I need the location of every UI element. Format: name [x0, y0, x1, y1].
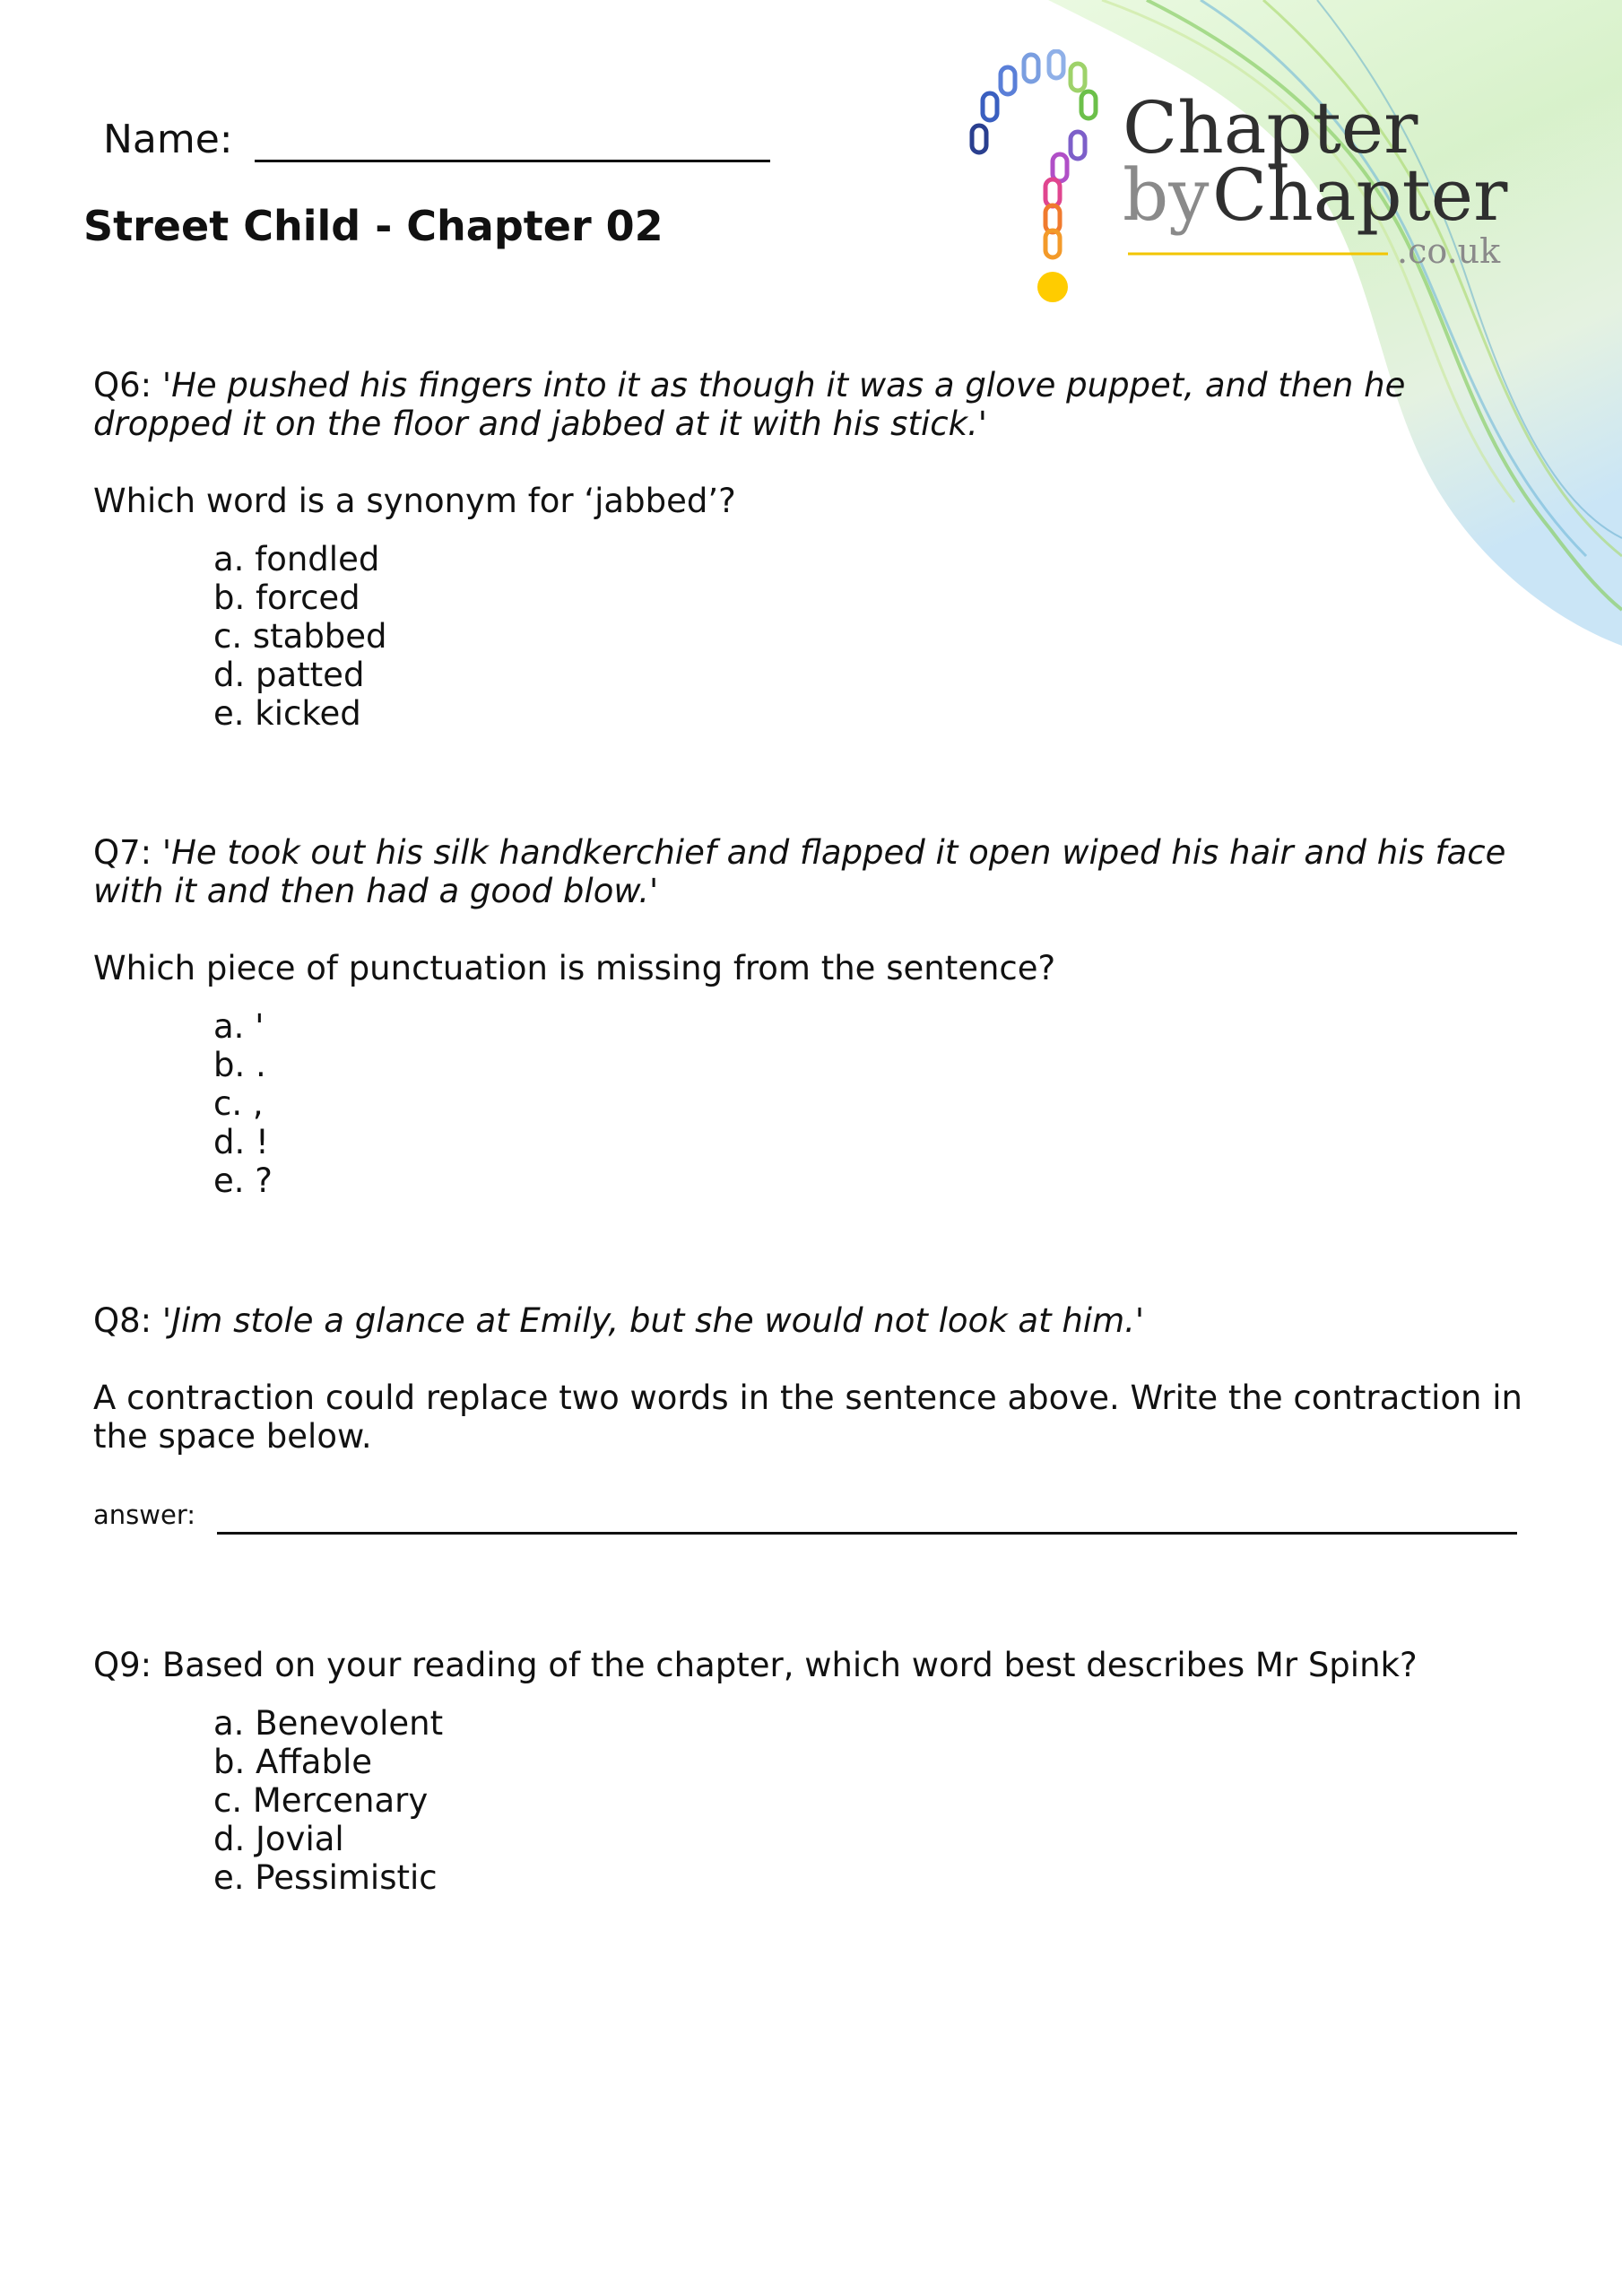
question-7-stem — [93, 833, 1528, 910]
answer-write-line[interactable] — [217, 1507, 1517, 1535]
answer-row — [93, 1496, 1528, 1535]
question-9 — [93, 1646, 1528, 1897]
book-question-mark-icon — [959, 49, 1533, 318]
answer-label: answer: — [93, 1500, 196, 1530]
option-d[interactable]: d. patted — [213, 656, 365, 694]
question-6 — [93, 366, 1528, 733]
option-a[interactable]: a. fondled — [213, 540, 380, 578]
option-c[interactable]: c. stabbed — [213, 617, 387, 656]
chapter-by-chapter-logo — [959, 49, 1533, 318]
worksheet-title: Street Child - Chapter 02 — [83, 202, 664, 250]
question-prompt: Which piece of punctuation is missing from the sentence? — [93, 949, 1056, 987]
logo-by-word: by — [1123, 153, 1210, 237]
question-number: Q6: — [93, 366, 152, 404]
name-write-line[interactable] — [255, 118, 770, 162]
option-c[interactable]: c. , — [213, 1084, 264, 1123]
question-7 — [93, 833, 1528, 1200]
question-number: Q8: — [93, 1301, 152, 1340]
question-prompt: A contraction could replace two words in the sentence above. Write the contraction in the space below. — [93, 1378, 1522, 1456]
options-list — [213, 1704, 1528, 1897]
option-a[interactable]: a. ' — [213, 1007, 265, 1046]
option-b[interactable]: b. forced — [213, 578, 360, 617]
question-prompt: Which word is a synonym for ‘jabbed’? — [93, 482, 736, 520]
logo-chapter-word-2: Chapter — [1212, 153, 1508, 237]
option-e[interactable]: e. ? — [213, 1161, 273, 1200]
option-d[interactable]: d. ! — [213, 1123, 269, 1161]
question-6-stem — [93, 366, 1528, 443]
options-list — [213, 540, 1528, 733]
options-list — [213, 1007, 1528, 1200]
name-field-row — [103, 117, 770, 162]
option-a[interactable]: a. Benevolent — [213, 1704, 444, 1743]
question-8 — [93, 1301, 1528, 1535]
question-8-stem — [93, 1301, 1528, 1340]
question-quote: 'He pushed his fingers into it as though it was a glove puppet, and then he dropped it on the floor and jabbed at it with his stick.' — [93, 366, 1406, 443]
option-e[interactable]: e. Pessimistic — [213, 1858, 438, 1897]
question-quote: 'Jim stole a glance at Emily, but she would not look at him.' — [161, 1301, 1145, 1340]
option-e[interactable]: e. kicked — [213, 694, 361, 733]
logo-domain: .co.uk — [1397, 231, 1501, 271]
logo-chapter-word: Chapter — [1123, 86, 1418, 170]
question-9-stem — [93, 1646, 1528, 1684]
question-prompt: Based on your reading of the chapter, which word best describes Mr Spink? — [161, 1646, 1418, 1684]
question-number: Q9: — [93, 1646, 152, 1684]
option-d[interactable]: d. Jovial — [213, 1820, 344, 1858]
question-number: Q7: — [93, 833, 152, 872]
option-c[interactable]: c. Mercenary — [213, 1781, 429, 1820]
option-b[interactable]: b. Affable — [213, 1743, 373, 1781]
question-quote: 'He took out his silk handkerchief and flapped it open wiped his hair and his face with it and then had a good blow.' — [93, 833, 1506, 910]
name-label: Name: — [103, 117, 233, 162]
option-b[interactable]: b. . — [213, 1046, 266, 1084]
